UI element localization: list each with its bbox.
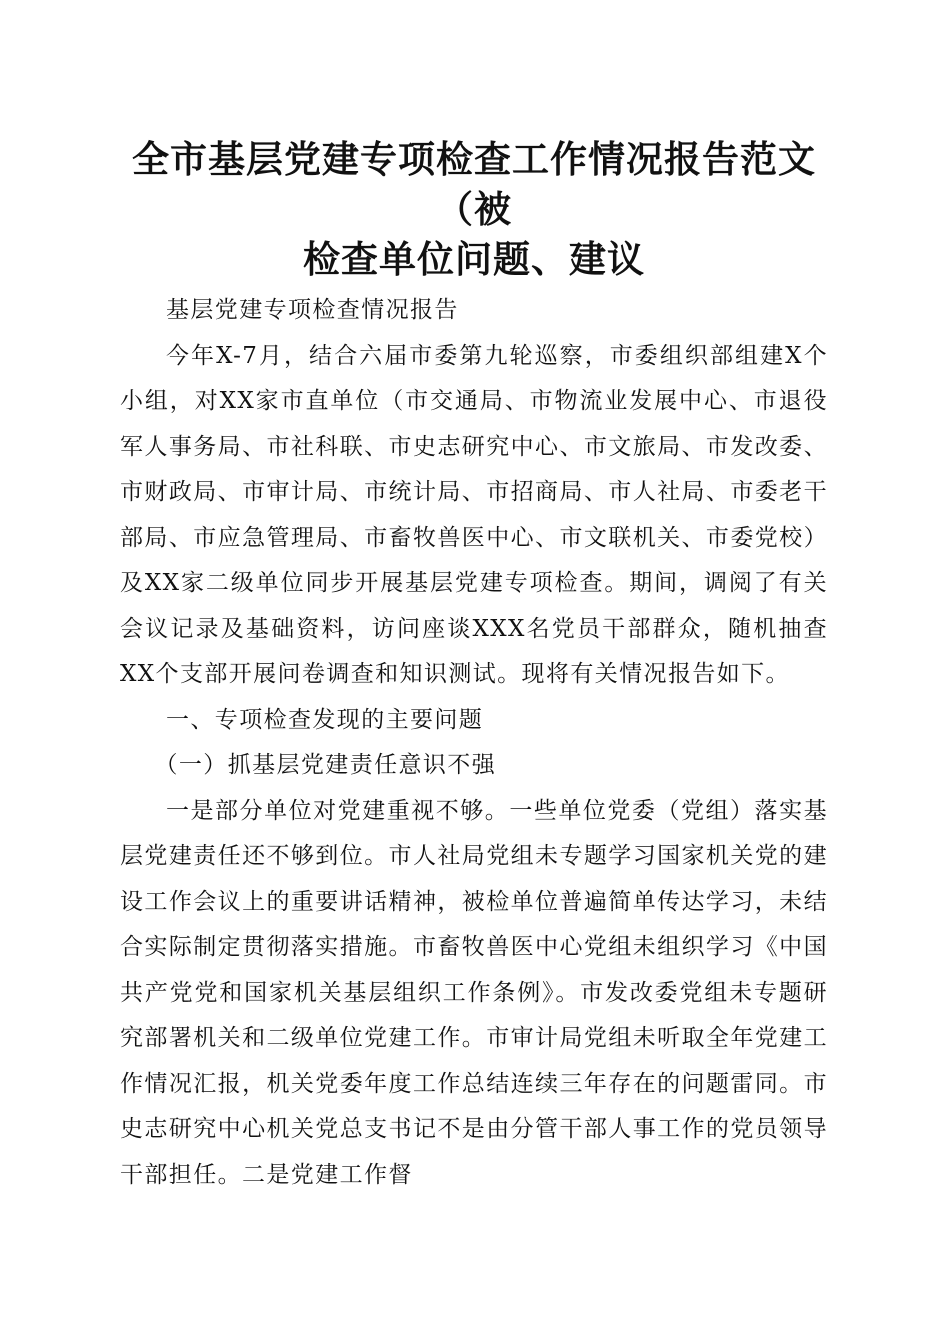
body-paragraph: 一是部分单位对党建重视不够。一些单位党委（党组）落实基层党建责任还不够到位。市人社局党组未专题学习国家机关党的建设工作会议上的重要讲话精神，被检单位普遍简单传达学习，未结合实际制定贯彻落实措施。市畜牧兽医中心党组未组织学习《中国共产党党和国家机关基层组织工作条例》。市发改委党组未专题研究部署机关和二级单位党建工作。市审计局党组未听取全年党建工作情况汇报，机关党委年度工作总结连续三年存在的问题雷同。市史志研究中心机关党总支书记不是由分管干部人事工作的党员领导干部担任。二是党建工作督 — [120, 797, 828, 1188]
title-line-2: 检查单位问题、建议 — [303, 238, 645, 281]
section-heading: 一、专项检查发现的主要问题 — [166, 706, 484, 733]
report-subtitle: 基层党建专项检查情况报告 — [166, 297, 459, 323]
title-line-1: 全市基层党建专项检查工作情况报告范文（被 — [132, 138, 816, 231]
document-page — [120, 135, 828, 1198]
subsection-heading: （一）抓基层党建责任意识不强 — [154, 752, 497, 778]
intro-paragraph: 今年X-7月，结合六届市委第九轮巡察，市委组织部组建X个小组，对XX家市直单位（市交通局、市物流业发展中心、市退役军人事务局、市社科联、市史志研究中心、市文旅局、市发改委、市财政局、市审计局、市统计局、市招商局、市人社局、市委老干部局、市应急管理局、市畜牧兽医中心、市文联机关、市委党校）及XX家二级单位同步开展基层党建专项检查。期间，调阅了有关会议记录及基础资料，访问座谈XXX名党员干部群众，随机抽查XX个支部开展问卷调查和知识测试。现将有关情况报告如下。 — [120, 342, 828, 687]
document-title — [120, 135, 828, 285]
